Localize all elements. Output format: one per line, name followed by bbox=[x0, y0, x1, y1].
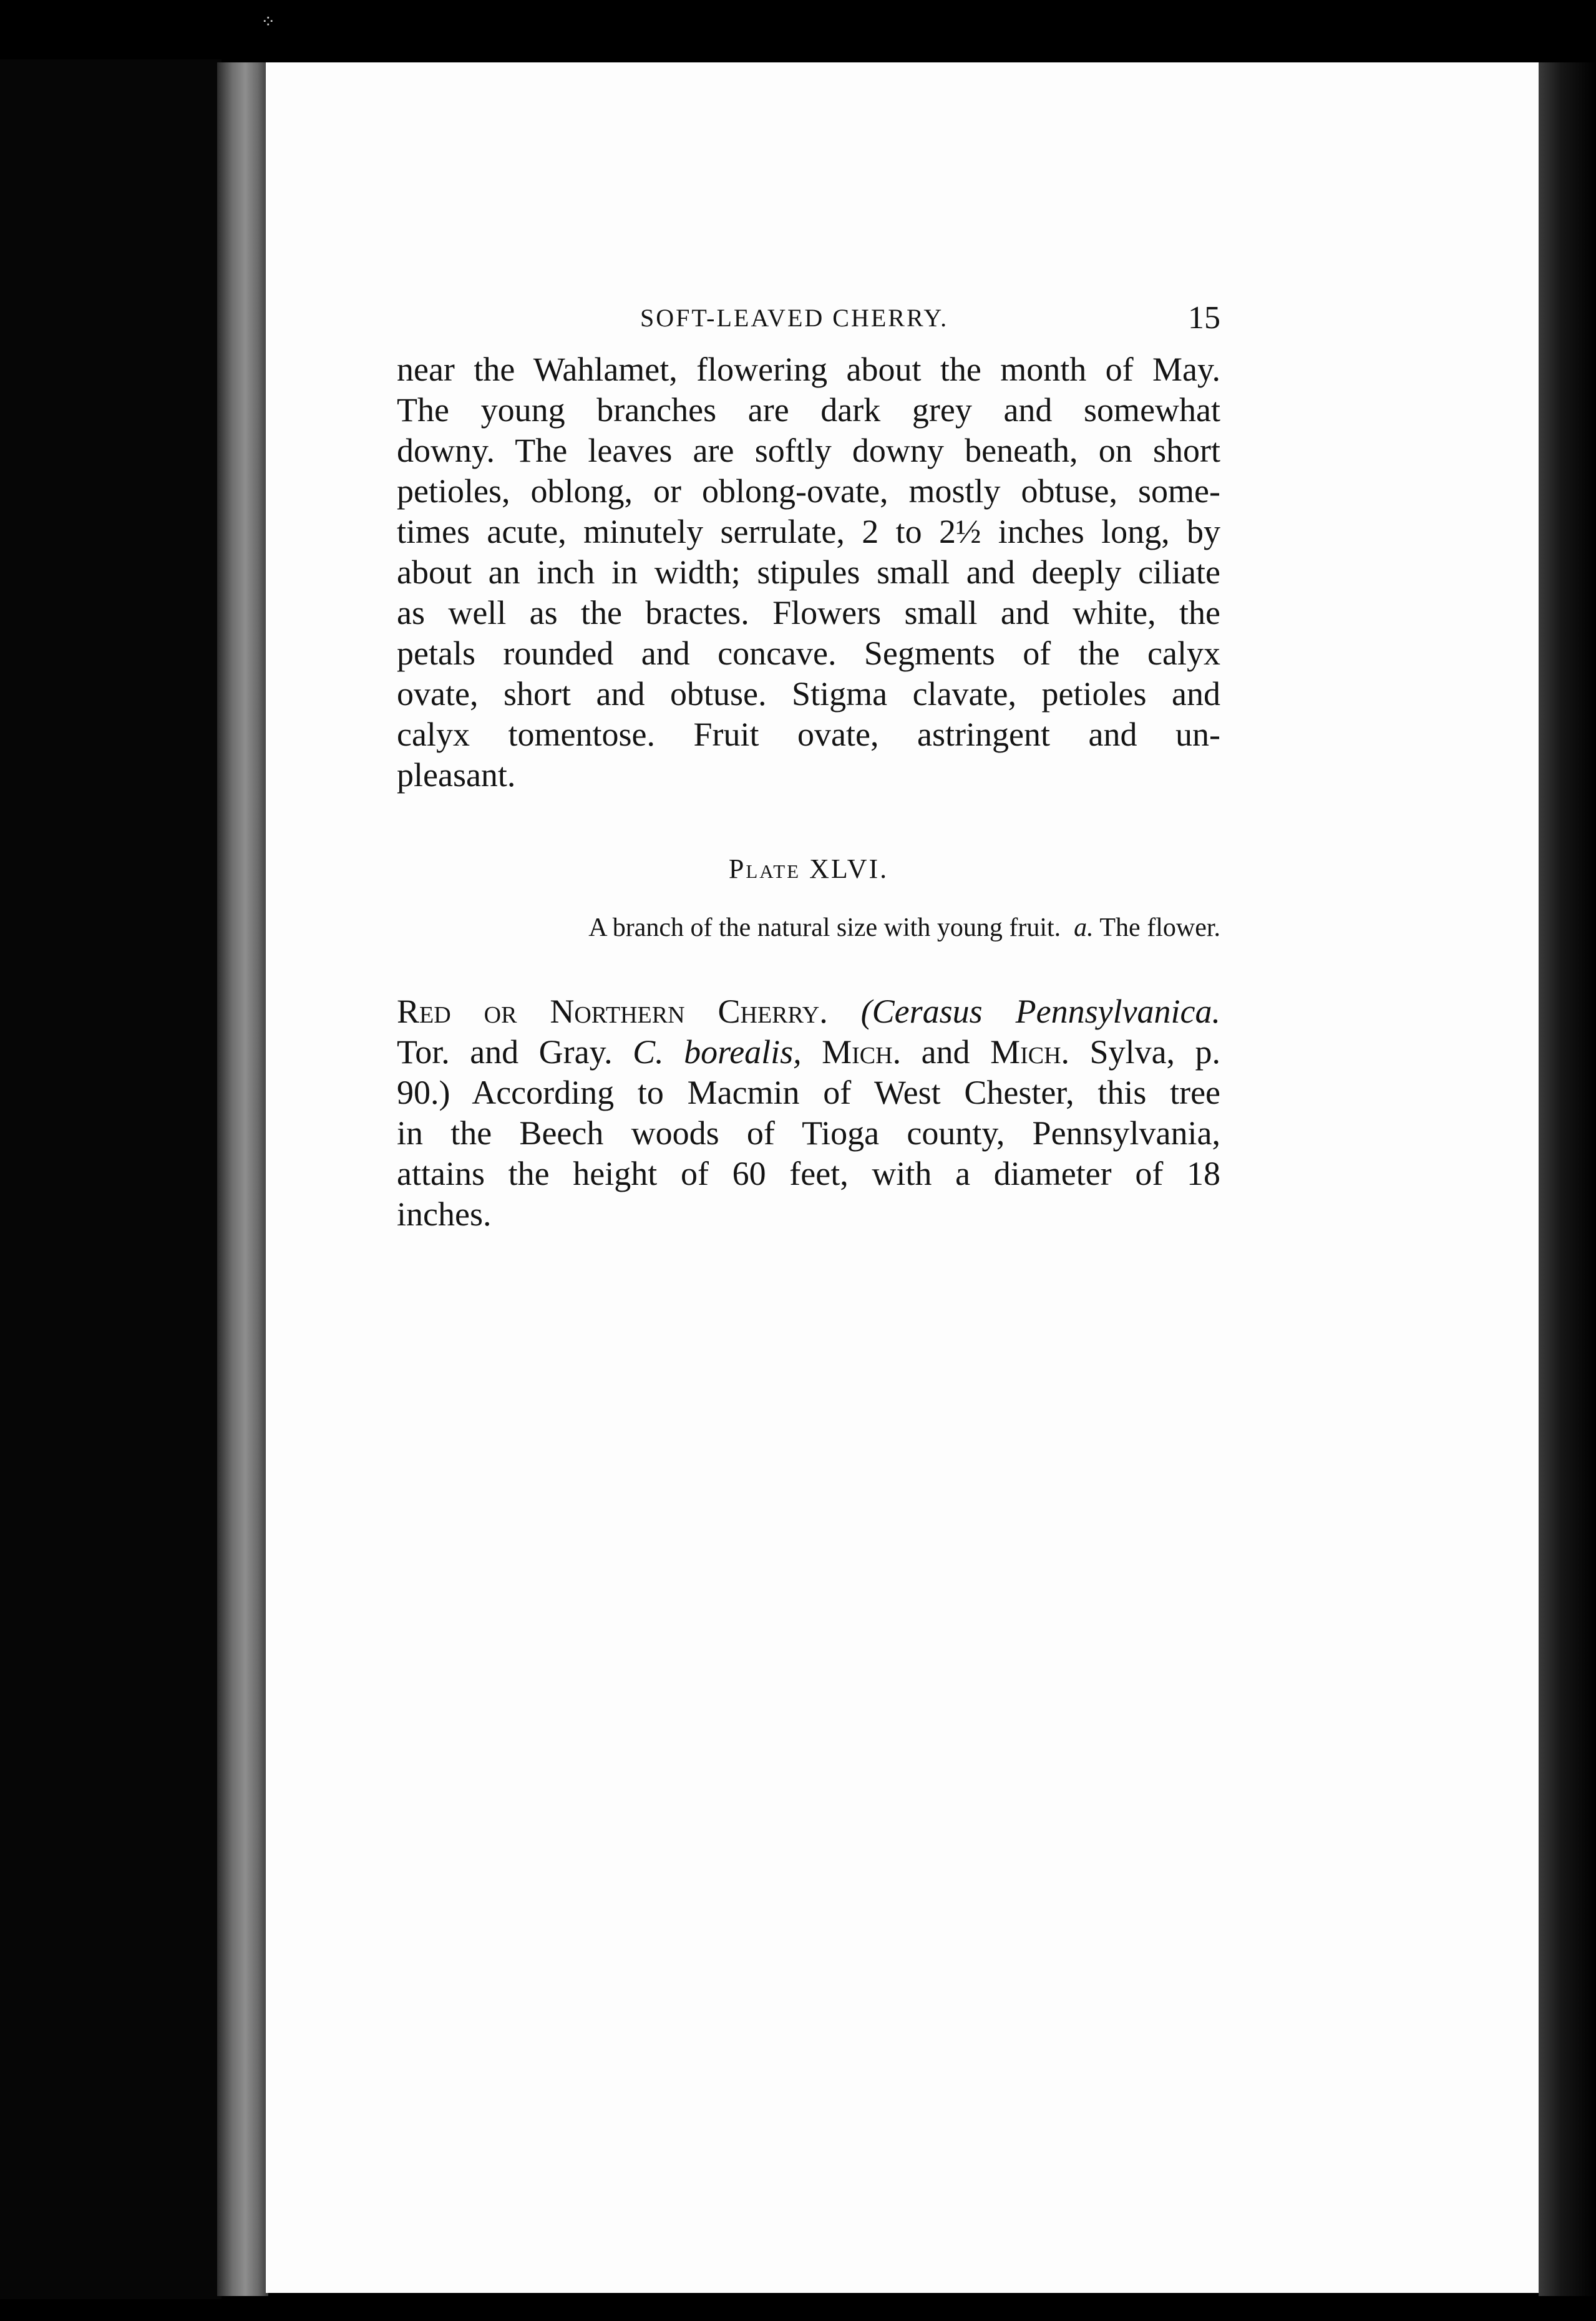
caption-figure-text: The flower. bbox=[1099, 913, 1220, 942]
page-number: 15 bbox=[1188, 300, 1220, 336]
author-abbrev: Mich. bbox=[822, 1033, 902, 1071]
description-paragraph bbox=[397, 349, 1220, 796]
text-line: petals rounded and concave. Segments of the calyx bbox=[397, 635, 1220, 672]
running-title: SOFT-LEAVED CHERRY. bbox=[640, 304, 949, 332]
text-line: pleasant. bbox=[397, 756, 516, 794]
text-line: near the Wahlamet, flowering about the month of May. bbox=[397, 351, 1220, 388]
caption-figure-letter: a. bbox=[1074, 913, 1094, 942]
text-line: The young branches are dark grey and somewhat bbox=[397, 391, 1220, 429]
caption-text: A branch of the natural size with young fruit. bbox=[588, 913, 1061, 942]
species-latin-name: (Cerasus Pennsylvanica. bbox=[860, 993, 1221, 1030]
species-paragraph bbox=[397, 991, 1220, 1235]
text-line bbox=[397, 991, 1220, 1032]
text-line: in the Beech woods of Tioga county, Pennsylvania, bbox=[397, 1114, 1220, 1152]
scan-gutter-left bbox=[0, 59, 221, 2299]
author-abbrev: Mich. bbox=[990, 1033, 1070, 1071]
synonym-latin: C. borealis, bbox=[633, 1033, 802, 1071]
text-line: attains the height of 60 feet, with a diameter of 18 bbox=[397, 1155, 1220, 1192]
binding-shadow bbox=[217, 62, 268, 2296]
text-line: 90.) According to Macmin of West Chester, this tree bbox=[397, 1074, 1220, 1111]
reference: Sylva, p. bbox=[1089, 1033, 1221, 1071]
text-line: as well as the bractes. Flowers small and white, the bbox=[397, 594, 1220, 631]
text-line: petioles, oblong, or oblong-ovate, mostly obtuse, some- bbox=[397, 472, 1220, 510]
running-head bbox=[397, 299, 1220, 349]
plate-heading: Plate XLVI. bbox=[728, 854, 889, 884]
text-line: downy. The leaves are softly downy beneath, on short bbox=[397, 432, 1220, 469]
scan-speck: ⁘ bbox=[261, 12, 276, 32]
text-line: inches. bbox=[397, 1195, 492, 1233]
page-text bbox=[397, 299, 1220, 1235]
text-line: calyx tomentose. Fruit ovate, astringent and un- bbox=[397, 716, 1220, 753]
plate-caption bbox=[397, 913, 1220, 943]
text-line bbox=[397, 1032, 1220, 1073]
text-line: ovate, short and obtuse. Stigma clavate, petioles and bbox=[397, 675, 1220, 713]
text-line: about an inch in width; stipules small and deeply ciliate bbox=[397, 553, 1220, 591]
authority: Tor. and Gray. bbox=[397, 1033, 613, 1071]
text-line: times acute, minutely serrulate, 2 to 2½ inches long, by bbox=[397, 513, 1220, 550]
species-name: Red or Northern Cherry. bbox=[397, 993, 828, 1030]
page-edge-right bbox=[1539, 62, 1596, 2296]
conjunction: and bbox=[921, 1033, 970, 1071]
